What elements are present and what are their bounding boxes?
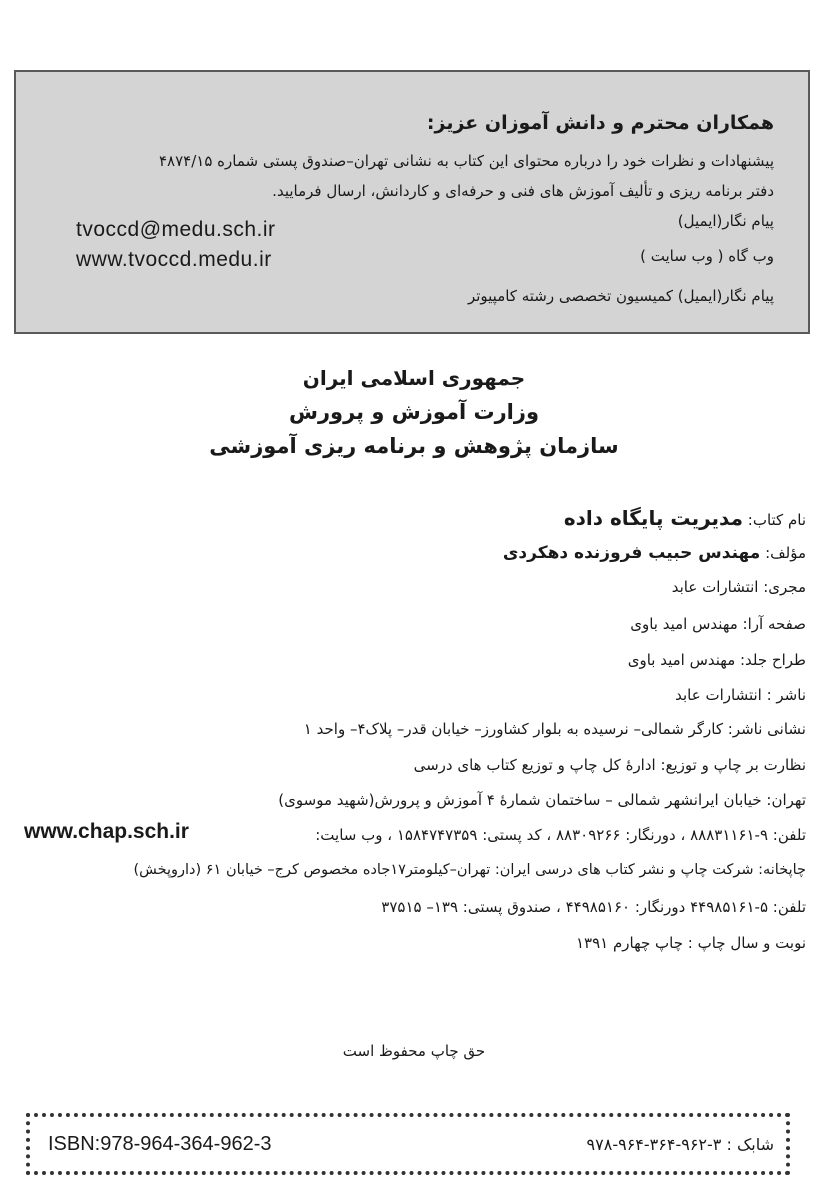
publisher-row: ناشر : انتشارات عابد	[675, 686, 806, 704]
website-address: www.tvoccd.medu.ir	[76, 248, 272, 271]
phone-row: تلفن: ۹-۸۸۸۳۱۱۶۱ ، دورنگار: ۸۸۳۰۹۲۶۶ ، کد پستی: ۱۵۸۴۷۴۷۳۵۹ ، وب سایت:	[315, 826, 806, 844]
copyright-notice: حق چاپ محفوظ است	[342, 1042, 486, 1060]
isbn-persian: شابک : ۳-۹۶۲-۳۶۴-۹۶۴-۹۷۸	[586, 1135, 774, 1154]
printer-row: چاپخانه: شرکت چاپ و نشر کتاب های درسی ایران: تهران–کیلومتر۱۷جاده مخصوص کرج– خیابان ۶۱ (داروپخش)	[133, 862, 806, 878]
notice-text-line: دفتر برنامه ریزی و تألیف آموزش های فنی و حرفه‌ای و کاردانش، ارسال فرمایید.	[272, 182, 774, 200]
book-title-row	[564, 506, 806, 530]
author-row	[503, 543, 806, 563]
printer-phone-row: تلفن: ۵-۴۴۹۸۵۱۶۱ دورنگار: ۴۴۹۸۵۱۶۰ ، صندوق پستی: ۱۳۹– ۳۷۵۱۵	[381, 898, 806, 916]
edition-row: نوبت و سال چاپ : چاپ چهارم ۱۳۹۱	[576, 934, 806, 952]
notice-text-line: پیشنهادات و نظرات خود را درباره محتوای این کتاب به نشانی تهران–صندوق پستی شماره ۴۸۷۴/۱۵	[159, 152, 774, 170]
email-label: پیام نگار(ایمیل)	[677, 212, 774, 230]
author-name: مهندس حبیب فروزنده دهکردی	[502, 543, 761, 563]
author-label: مؤلف:	[765, 544, 806, 562]
heading-republic: جمهوری اسلامی ایران	[302, 366, 526, 390]
email-address: tvoccd@medu.sch.ir	[76, 218, 276, 241]
website-label: وب گاه ( وب سایت )	[640, 247, 774, 265]
isbn-latin: ISBN:978-964-364-962-3	[48, 1133, 272, 1155]
supervision-row: نظارت بر چاپ و توزیع: ادارۀ کل چاپ و توزیع کتاب های درسی	[413, 756, 806, 774]
isbn-box	[26, 1113, 790, 1175]
notice-box	[14, 70, 810, 334]
cover-designer-row: طراح جلد: مهندس امید باوی	[627, 651, 806, 669]
chap-website: www.chap.sch.ir	[24, 820, 189, 843]
executor-row: مجری: انتشارات عابد	[671, 578, 806, 596]
publisher-address-row: نشانی ناشر: کارگر شمالی– نرسیده به بلوار کشاورز– خیابان قدر– پلاک۴– واحد ۱	[303, 720, 806, 738]
heading-ministry: وزارت آموزش و پرورش	[288, 400, 540, 424]
notice-title: همکاران محترم و دانش آموزان عزیز:	[426, 112, 774, 134]
tehran-address-row: تهران: خیابان ایرانشهر شمالی – ساختمان شمارۀ ۴ آموزش و پرورش(شهید موسوی)	[278, 791, 806, 809]
commission-email-label: پیام نگار(ایمیل) کمیسیون تخصصی رشته کامپیوتر	[467, 287, 774, 305]
book-title: مدیریت پایگاه داده	[563, 506, 743, 530]
heading-organization: سازمان پژوهش و برنامه ریزی آموزشی	[209, 434, 619, 458]
book-title-label: نام کتاب:	[747, 511, 806, 529]
layout-designer-row: صفحه آرا: مهندس امید باوی	[630, 615, 806, 633]
